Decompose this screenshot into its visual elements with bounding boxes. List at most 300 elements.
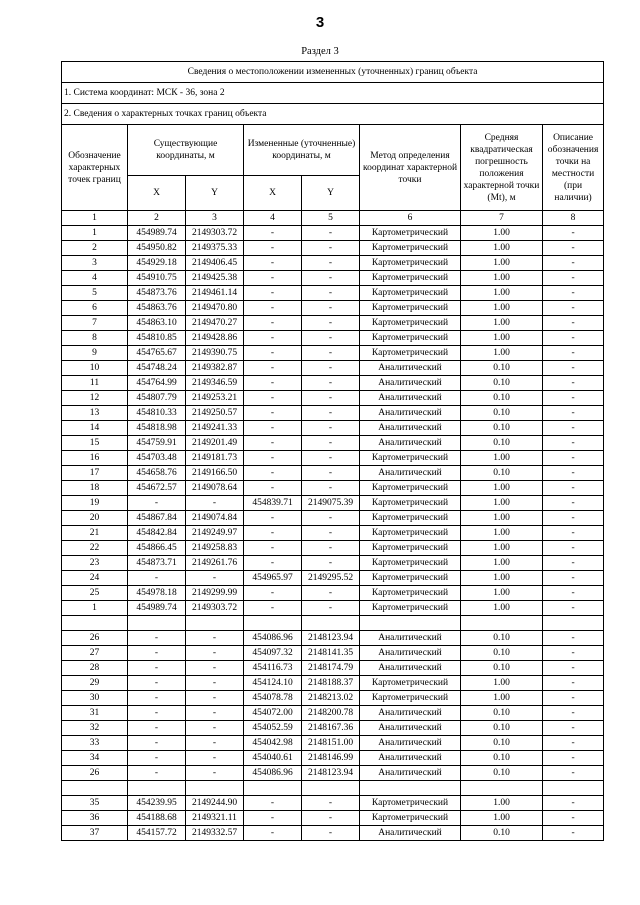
existing-y-cell: 2149375.33 (186, 241, 244, 256)
mse-value-cell: 0.10 (461, 646, 543, 661)
page-number: 3 (315, 14, 325, 31)
existing-x-cell: 454759.91 (128, 436, 186, 451)
point-number-cell: 1 (62, 226, 128, 241)
table-row (62, 346, 604, 361)
mse-value-cell: 1.00 (461, 676, 543, 691)
existing-y-cell: - (186, 496, 244, 511)
empty-cell (62, 781, 128, 796)
existing-x-cell: 454239.95 (128, 796, 186, 811)
section-title: Раздел 3 (301, 46, 339, 57)
existing-x-cell: 454873.76 (128, 286, 186, 301)
header-existing-y: Y (186, 176, 244, 211)
changed-x-cell: 454839.71 (244, 496, 302, 511)
table-row (62, 751, 604, 766)
point-number-cell: 32 (62, 721, 128, 736)
method-cell: Аналитический (360, 736, 461, 751)
existing-y-cell: 2149303.72 (186, 601, 244, 616)
table-row (62, 301, 604, 316)
column-number: 7 (461, 211, 543, 226)
changed-x-cell: - (244, 376, 302, 391)
point-number-cell: 15 (62, 436, 128, 451)
table-row (62, 631, 604, 646)
point-description-cell: - (543, 586, 604, 601)
column-number: 1 (62, 211, 128, 226)
existing-y-cell: 2149078.64 (186, 481, 244, 496)
mse-value-cell: 1.00 (461, 601, 543, 616)
point-description-cell: - (543, 271, 604, 286)
existing-y-cell: - (186, 676, 244, 691)
changed-y-cell: - (302, 421, 360, 436)
existing-y-cell: - (186, 751, 244, 766)
existing-y-cell: - (186, 661, 244, 676)
existing-x-cell: - (128, 661, 186, 676)
changed-y-cell: - (302, 316, 360, 331)
point-number-cell: 22 (62, 541, 128, 556)
empty-cell (186, 616, 244, 631)
existing-y-cell: - (186, 691, 244, 706)
table-row (62, 436, 604, 451)
empty-cell (244, 616, 302, 631)
changed-x-cell: - (244, 796, 302, 811)
changed-y-cell: - (302, 601, 360, 616)
mse-value-cell: 1.00 (461, 526, 543, 541)
mse-value-cell: 1.00 (461, 331, 543, 346)
existing-y-cell: 2149303.72 (186, 226, 244, 241)
existing-x-cell: - (128, 691, 186, 706)
point-number-cell: 13 (62, 406, 128, 421)
point-description-cell: - (543, 331, 604, 346)
existing-y-cell: 2149346.59 (186, 376, 244, 391)
table-row (62, 226, 604, 241)
point-number-cell: 23 (62, 556, 128, 571)
changed-x-cell: 454042.98 (244, 736, 302, 751)
method-cell: Аналитический (360, 466, 461, 481)
empty-cell (128, 781, 186, 796)
point-description-cell: - (543, 376, 604, 391)
existing-y-cell: - (186, 736, 244, 751)
existing-y-cell: - (186, 721, 244, 736)
point-description-cell: - (543, 811, 604, 826)
existing-y-cell: 2149244.90 (186, 796, 244, 811)
changed-x-cell: - (244, 406, 302, 421)
point-number-cell: 17 (62, 466, 128, 481)
method-cell: Картометрический (360, 526, 461, 541)
table-title: Сведения о местоположении измененных (уточненных) границ объекта (62, 62, 604, 83)
changed-y-cell: - (302, 241, 360, 256)
point-number-cell: 30 (62, 691, 128, 706)
mse-value-cell: 0.10 (461, 631, 543, 646)
existing-y-cell: 2149332.57 (186, 826, 244, 841)
mse-value-cell: 0.10 (461, 751, 543, 766)
existing-x-cell: - (128, 496, 186, 511)
point-number-cell: 11 (62, 376, 128, 391)
table-row (62, 481, 604, 496)
changed-y-cell: - (302, 301, 360, 316)
existing-y-cell: 2149249.97 (186, 526, 244, 541)
changed-y-cell: - (302, 361, 360, 376)
changed-y-cell: 2148123.94 (302, 631, 360, 646)
empty-cell (128, 616, 186, 631)
changed-y-cell: - (302, 481, 360, 496)
existing-x-cell: 454807.79 (128, 391, 186, 406)
changed-y-cell: 2148146.99 (302, 751, 360, 766)
table-row (62, 661, 604, 676)
point-number-cell: 16 (62, 451, 128, 466)
column-number: 2 (128, 211, 186, 226)
empty-cell (360, 616, 461, 631)
point-description-cell: - (543, 526, 604, 541)
changed-x-cell: - (244, 316, 302, 331)
table-row (62, 766, 604, 781)
point-description-cell: - (543, 421, 604, 436)
mse-value-cell: 0.10 (461, 736, 543, 751)
point-description-cell: - (543, 796, 604, 811)
point-description-cell: - (543, 661, 604, 676)
existing-y-cell: 2149425.38 (186, 271, 244, 286)
changed-y-cell: 2148174.79 (302, 661, 360, 676)
existing-x-cell: - (128, 736, 186, 751)
group-separator-row (62, 781, 604, 796)
changed-x-cell: 454097.32 (244, 646, 302, 661)
point-number-cell: 28 (62, 661, 128, 676)
changed-y-cell: - (302, 331, 360, 346)
existing-x-cell: 454867.84 (128, 511, 186, 526)
method-cell: Картометрический (360, 256, 461, 271)
point-number-cell: 1 (62, 601, 128, 616)
point-description-cell: - (543, 736, 604, 751)
existing-y-cell: - (186, 766, 244, 781)
point-description-cell: - (543, 391, 604, 406)
table-row (62, 691, 604, 706)
method-cell: Картометрический (360, 241, 461, 256)
method-cell: Картометрический (360, 691, 461, 706)
changed-y-cell: 2149295.52 (302, 571, 360, 586)
point-description-cell: - (543, 361, 604, 376)
mse-value-cell: 1.00 (461, 226, 543, 241)
changed-y-cell: - (302, 391, 360, 406)
method-cell: Аналитический (360, 826, 461, 841)
point-description-cell: - (543, 646, 604, 661)
point-description-cell: - (543, 406, 604, 421)
changed-x-cell: - (244, 226, 302, 241)
point-description-cell: - (543, 721, 604, 736)
existing-x-cell: - (128, 631, 186, 646)
changed-y-cell: - (302, 826, 360, 841)
changed-x-cell: 454086.96 (244, 766, 302, 781)
changed-y-cell: - (302, 436, 360, 451)
mse-value-cell: 1.00 (461, 286, 543, 301)
existing-y-cell: 2149428.86 (186, 331, 244, 346)
existing-x-cell: 454672.57 (128, 481, 186, 496)
table-row (62, 466, 604, 481)
method-cell: Картометрический (360, 511, 461, 526)
existing-x-cell: 454818.98 (128, 421, 186, 436)
method-cell: Картометрический (360, 541, 461, 556)
point-number-cell: 27 (62, 646, 128, 661)
point-description-cell: - (543, 556, 604, 571)
mse-value-cell: 1.00 (461, 451, 543, 466)
existing-y-cell: 2149470.80 (186, 301, 244, 316)
existing-x-cell: 454810.33 (128, 406, 186, 421)
method-cell: Картометрический (360, 286, 461, 301)
table-row (62, 511, 604, 526)
point-description-cell: - (543, 751, 604, 766)
mse-value-cell: 0.10 (461, 361, 543, 376)
mse-value-cell: 0.10 (461, 466, 543, 481)
method-cell: Картометрический (360, 496, 461, 511)
changed-x-cell: - (244, 826, 302, 841)
point-description-cell: - (543, 691, 604, 706)
mse-value-cell: 0.10 (461, 391, 543, 406)
existing-y-cell: 2149461.14 (186, 286, 244, 301)
changed-y-cell: - (302, 811, 360, 826)
existing-y-cell: 2149250.57 (186, 406, 244, 421)
changed-x-cell: 454040.61 (244, 751, 302, 766)
changed-y-cell: 2148167.36 (302, 721, 360, 736)
table-row (62, 376, 604, 391)
table-row (62, 586, 604, 601)
header-existing-x: X (128, 176, 186, 211)
boundary-points-table (61, 61, 604, 841)
point-description-cell: - (543, 766, 604, 781)
existing-x-cell: 454658.76 (128, 466, 186, 481)
table-row (62, 391, 604, 406)
point-number-cell: 26 (62, 766, 128, 781)
existing-x-cell: 454989.74 (128, 226, 186, 241)
mse-value-cell: 0.10 (461, 706, 543, 721)
method-cell: Картометрический (360, 346, 461, 361)
changed-x-cell: 454124.10 (244, 676, 302, 691)
existing-x-cell: 454910.75 (128, 271, 186, 286)
column-number: 3 (186, 211, 244, 226)
table-row (62, 601, 604, 616)
existing-y-cell: 2149253.21 (186, 391, 244, 406)
point-description-cell: - (543, 481, 604, 496)
method-cell: Аналитический (360, 391, 461, 406)
existing-x-cell: 454929.18 (128, 256, 186, 271)
mse-value-cell: 0.10 (461, 421, 543, 436)
table-row (62, 316, 604, 331)
mse-value-cell: 1.00 (461, 241, 543, 256)
method-cell: Картометрический (360, 556, 461, 571)
changed-x-cell: - (244, 436, 302, 451)
mse-value-cell: 0.10 (461, 406, 543, 421)
existing-y-cell: 2149299.99 (186, 586, 244, 601)
point-number-cell: 31 (62, 706, 128, 721)
existing-y-cell: 2149181.73 (186, 451, 244, 466)
method-cell: Аналитический (360, 421, 461, 436)
existing-x-cell: 454950.82 (128, 241, 186, 256)
point-description-cell: - (543, 541, 604, 556)
existing-x-cell: 454873.71 (128, 556, 186, 571)
point-number-cell: 3 (62, 256, 128, 271)
point-number-cell: 37 (62, 826, 128, 841)
point-number-cell: 4 (62, 271, 128, 286)
point-description-cell: - (543, 301, 604, 316)
point-description-cell: - (543, 286, 604, 301)
method-cell: Аналитический (360, 406, 461, 421)
point-description-cell: - (543, 601, 604, 616)
changed-x-cell: - (244, 286, 302, 301)
method-cell: Картометрический (360, 331, 461, 346)
empty-cell (543, 781, 604, 796)
table-row (62, 541, 604, 556)
existing-x-cell: - (128, 676, 186, 691)
mse-value-cell: 0.10 (461, 721, 543, 736)
point-description-cell: - (543, 511, 604, 526)
point-description-cell: - (543, 226, 604, 241)
existing-y-cell: 2149241.33 (186, 421, 244, 436)
points-heading: 2. Сведения о характерных точках границ объекта (62, 104, 604, 125)
changed-y-cell: - (302, 451, 360, 466)
changed-y-cell: - (302, 406, 360, 421)
changed-x-cell: - (244, 331, 302, 346)
point-number-cell: 7 (62, 316, 128, 331)
table-row (62, 331, 604, 346)
mse-value-cell: 1.00 (461, 811, 543, 826)
method-cell: Картометрический (360, 796, 461, 811)
changed-x-cell: - (244, 511, 302, 526)
mse-value-cell: 1.00 (461, 556, 543, 571)
existing-y-cell: - (186, 646, 244, 661)
existing-y-cell: 2149406.45 (186, 256, 244, 271)
table-row (62, 406, 604, 421)
empty-cell (302, 781, 360, 796)
table-row (62, 361, 604, 376)
changed-x-cell: - (244, 241, 302, 256)
table-row (62, 646, 604, 661)
changed-x-cell: - (244, 256, 302, 271)
method-cell: Аналитический (360, 766, 461, 781)
changed-y-cell: - (302, 346, 360, 361)
changed-x-cell: - (244, 526, 302, 541)
changed-y-cell: - (302, 256, 360, 271)
method-cell: Картометрический (360, 226, 461, 241)
mse-value-cell: 1.00 (461, 796, 543, 811)
point-description-cell: - (543, 826, 604, 841)
existing-x-cell: 454810.85 (128, 331, 186, 346)
method-cell: Аналитический (360, 361, 461, 376)
header-description: Описание обозначения точки на местности (при наличии) (543, 125, 604, 211)
existing-x-cell: 454863.10 (128, 316, 186, 331)
point-number-cell: 33 (62, 736, 128, 751)
existing-y-cell: 2149382.87 (186, 361, 244, 376)
changed-x-cell: 454078.78 (244, 691, 302, 706)
method-cell: Аналитический (360, 751, 461, 766)
column-number: 4 (244, 211, 302, 226)
method-cell: Картометрический (360, 316, 461, 331)
mse-value-cell: 1.00 (461, 346, 543, 361)
mse-value-cell: 0.10 (461, 436, 543, 451)
point-number-cell: 9 (62, 346, 128, 361)
existing-x-cell: 454703.48 (128, 451, 186, 466)
header-changed-y: Y (302, 176, 360, 211)
table-row (62, 286, 604, 301)
mse-value-cell: 1.00 (461, 256, 543, 271)
header-changed-coordinates: Измененные (уточненные) координаты, м (244, 125, 360, 176)
changed-y-cell: - (302, 466, 360, 481)
changed-y-cell: - (302, 226, 360, 241)
table-row (62, 526, 604, 541)
changed-x-cell: - (244, 481, 302, 496)
table-row (62, 796, 604, 811)
changed-x-cell: 454072.00 (244, 706, 302, 721)
point-number-cell: 24 (62, 571, 128, 586)
table-row (62, 826, 604, 841)
existing-y-cell: - (186, 631, 244, 646)
mse-value-cell: 0.10 (461, 766, 543, 781)
point-description-cell: - (543, 631, 604, 646)
point-description-cell: - (543, 316, 604, 331)
changed-y-cell: 2148141.35 (302, 646, 360, 661)
table-row (62, 496, 604, 511)
point-description-cell: - (543, 346, 604, 361)
mse-value-cell: 1.00 (461, 541, 543, 556)
empty-cell (302, 616, 360, 631)
changed-y-cell: - (302, 796, 360, 811)
existing-x-cell: - (128, 766, 186, 781)
point-number-cell: 5 (62, 286, 128, 301)
existing-y-cell: - (186, 706, 244, 721)
existing-x-cell: 454188.68 (128, 811, 186, 826)
existing-x-cell: 454748.24 (128, 361, 186, 376)
changed-x-cell: 454052.59 (244, 721, 302, 736)
changed-x-cell: - (244, 811, 302, 826)
existing-x-cell: 454842.84 (128, 526, 186, 541)
method-cell: Картометрический (360, 601, 461, 616)
mse-value-cell: 1.00 (461, 571, 543, 586)
changed-x-cell: - (244, 391, 302, 406)
method-cell: Аналитический (360, 721, 461, 736)
coordinate-system: 1. Система координат: МСК - 36, зона 2 (62, 83, 604, 104)
existing-y-cell: 2149201.49 (186, 436, 244, 451)
method-cell: Аналитический (360, 646, 461, 661)
method-cell: Аналитический (360, 376, 461, 391)
point-number-cell: 29 (62, 676, 128, 691)
mse-value-cell: 1.00 (461, 496, 543, 511)
empty-cell (186, 781, 244, 796)
existing-x-cell: 454978.18 (128, 586, 186, 601)
column-number: 5 (302, 211, 360, 226)
changed-x-cell: - (244, 361, 302, 376)
method-cell: Картометрический (360, 451, 461, 466)
method-cell: Аналитический (360, 436, 461, 451)
changed-x-cell: - (244, 586, 302, 601)
changed-y-cell: 2148200.78 (302, 706, 360, 721)
point-description-cell: - (543, 451, 604, 466)
table-row (62, 271, 604, 286)
column-number-row (62, 211, 604, 226)
mse-value-cell: 1.00 (461, 511, 543, 526)
changed-x-cell: 454965.97 (244, 571, 302, 586)
existing-x-cell: - (128, 751, 186, 766)
existing-x-cell: - (128, 721, 186, 736)
header-changed-x: X (244, 176, 302, 211)
header-designation: Обозначение характерных точек границ (62, 125, 128, 211)
existing-x-cell: 454863.76 (128, 301, 186, 316)
changed-x-cell: - (244, 601, 302, 616)
mse-value-cell: 1.00 (461, 586, 543, 601)
empty-cell (244, 781, 302, 796)
changed-x-cell: - (244, 451, 302, 466)
empty-cell (62, 616, 128, 631)
changed-y-cell: - (302, 526, 360, 541)
table-row (62, 571, 604, 586)
point-description-cell: - (543, 241, 604, 256)
method-cell: Картометрический (360, 481, 461, 496)
point-number-cell: 34 (62, 751, 128, 766)
changed-x-cell: - (244, 556, 302, 571)
